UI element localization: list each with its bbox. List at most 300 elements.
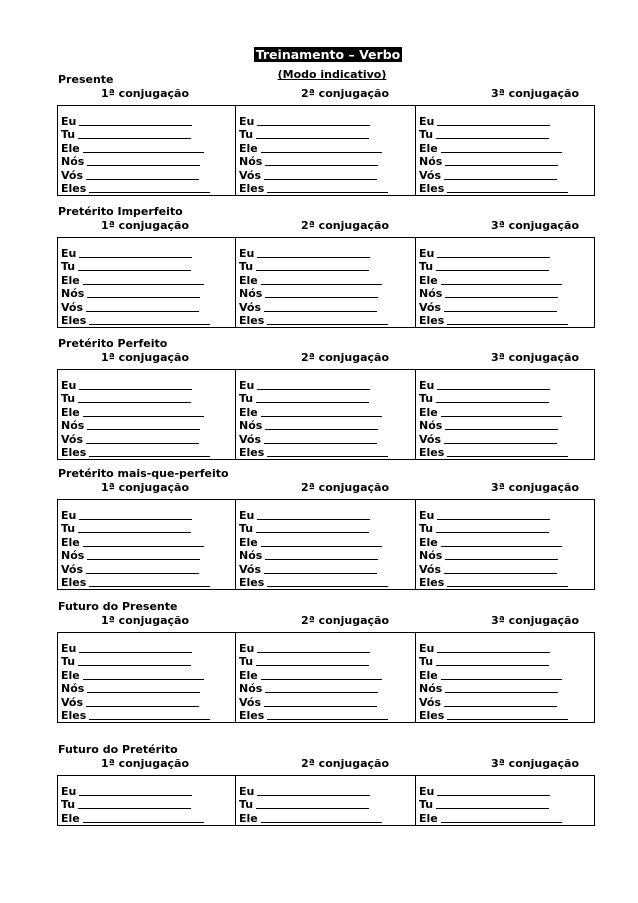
pronoun-label: Vós [419, 300, 442, 314]
answer-blank[interactable] [78, 655, 191, 666]
pronoun-label: Nós [61, 682, 85, 696]
pronoun-label: Eu [61, 509, 77, 522]
answer-blank[interactable] [257, 642, 370, 653]
answer-blank[interactable] [256, 522, 369, 533]
pronoun-label: Eu [419, 115, 435, 128]
pronoun-label: Eu [239, 115, 255, 128]
answer-blank[interactable] [264, 169, 377, 180]
pronoun-label: Eles [61, 709, 87, 723]
answer-blank[interactable] [79, 115, 192, 126]
pronoun-label: Eu [239, 247, 255, 260]
pronoun-label: Eu [419, 642, 435, 655]
answer-blank[interactable] [267, 709, 388, 720]
answer-blank[interactable] [261, 536, 382, 547]
pronoun-label: Vós [239, 432, 262, 446]
pronoun-line [61, 274, 235, 287]
pronoun-label: Eu [419, 785, 435, 798]
pronoun-line [419, 419, 592, 432]
answer-blank[interactable] [89, 182, 210, 193]
pronoun-line [61, 392, 235, 405]
pronoun-line [61, 314, 235, 327]
pronoun-label: Tu [61, 655, 76, 669]
pronoun-label: Nós [419, 419, 443, 433]
pronoun-label: Ele [239, 535, 258, 549]
conjugation-header: 2ª conjugação [301, 614, 389, 627]
pronoun-line [239, 669, 415, 682]
pronoun-line [419, 379, 592, 392]
answer-blank[interactable] [86, 696, 199, 707]
pronoun-line [419, 260, 592, 273]
pronoun-label: Nós [61, 287, 85, 301]
pronoun-label: Ele [61, 405, 80, 419]
answer-blank[interactable] [261, 669, 382, 680]
answer-blank[interactable] [83, 812, 204, 823]
conjugation-header: 2ª conjugação [301, 757, 389, 770]
conjugation-headers [57, 614, 595, 628]
pronoun-line [61, 142, 235, 155]
answer-blank[interactable] [87, 419, 200, 430]
pronoun-line [419, 798, 592, 811]
title-container [0, 44, 638, 63]
pronoun-line [61, 379, 235, 392]
answer-blank[interactable] [86, 169, 199, 180]
tense-title: Pretérito Imperfeito [58, 205, 183, 218]
pronoun-label: Ele [239, 141, 258, 155]
answer-blank[interactable] [257, 785, 370, 796]
answer-blank[interactable] [267, 446, 388, 457]
answer-blank[interactable] [78, 392, 191, 403]
pronoun-label: Tu [61, 798, 76, 812]
answer-blank[interactable] [444, 563, 557, 574]
answer-blank[interactable] [265, 419, 378, 430]
pronoun-line [419, 446, 592, 459]
pronoun-label: Eles [61, 182, 87, 196]
answer-blank[interactable] [79, 247, 192, 258]
pronoun-line [419, 655, 592, 668]
pronoun-label: Eles [239, 576, 265, 590]
answer-blank[interactable] [83, 669, 204, 680]
pronoun-label: Nós [239, 419, 263, 433]
answer-blank[interactable] [79, 785, 192, 796]
answer-blank[interactable] [437, 509, 550, 520]
conjugation-header: 1ª conjugação [101, 757, 189, 770]
pronoun-line [61, 642, 235, 655]
conjugation-box [57, 499, 595, 590]
answer-blank[interactable] [265, 287, 378, 298]
answer-blank[interactable] [437, 115, 550, 126]
pronoun-line [419, 247, 592, 260]
pronoun-label: Eles [239, 446, 265, 460]
pronoun-line [61, 709, 235, 722]
conjugation-header: 3ª conjugação [491, 351, 579, 364]
answer-blank[interactable] [264, 563, 377, 574]
pronoun-label: Ele [239, 811, 258, 825]
conjugation-column [416, 633, 592, 722]
conjugation-header: 3ª conjugação [491, 757, 579, 770]
tense-title: Pretérito mais-que-perfeito [58, 467, 229, 480]
pronoun-line [239, 696, 415, 709]
pronoun-line [61, 669, 235, 682]
pronoun-label: Vós [239, 168, 262, 182]
conjugation-header: 3ª conjugação [491, 481, 579, 494]
pronoun-label: Eles [239, 709, 265, 723]
answer-blank[interactable] [447, 709, 568, 720]
conjugation-column [58, 106, 236, 195]
answer-blank[interactable] [436, 798, 549, 809]
answer-blank[interactable] [256, 798, 369, 809]
pronoun-label: Nós [239, 287, 263, 301]
pronoun-line [239, 155, 415, 168]
pronoun-line [61, 169, 235, 182]
pronoun-line [239, 785, 415, 798]
pronoun-label: Tu [61, 260, 76, 274]
conjugation-header: 1ª conjugação [101, 87, 189, 100]
answer-blank[interactable] [441, 536, 562, 547]
pronoun-label: Vós [419, 432, 442, 446]
answer-blank[interactable] [257, 379, 370, 390]
pronoun-line [419, 785, 592, 798]
conjugation-header: 3ª conjugação [491, 614, 579, 627]
conjugation-column [58, 370, 236, 459]
answer-blank[interactable] [441, 669, 562, 680]
pronoun-label: Eu [61, 115, 77, 128]
pronoun-label: Eu [239, 509, 255, 522]
answer-blank[interactable] [87, 682, 200, 693]
pronoun-label: Eles [239, 314, 265, 328]
pronoun-label: Vós [239, 562, 262, 576]
pronoun-label: Tu [239, 522, 254, 536]
answer-blank[interactable] [437, 247, 550, 258]
answer-blank[interactable] [445, 549, 558, 560]
pronoun-label: Tu [61, 392, 76, 406]
pronoun-line [239, 642, 415, 655]
pronoun-line [239, 576, 415, 589]
conjugation-header: 3ª conjugação [491, 87, 579, 100]
tense-title: Presente [58, 73, 114, 86]
pronoun-line [239, 522, 415, 535]
answer-blank[interactable] [265, 549, 378, 560]
pronoun-label: Ele [419, 141, 438, 155]
pronoun-line [61, 446, 235, 459]
conjugation-column [236, 106, 416, 195]
answer-blank[interactable] [89, 314, 210, 325]
pronoun-line [61, 433, 235, 446]
answer-blank[interactable] [83, 142, 204, 153]
pronoun-label: Ele [419, 668, 438, 682]
pronoun-label: Tu [239, 655, 254, 669]
answer-blank[interactable] [441, 142, 562, 153]
pronoun-label: Ele [419, 273, 438, 287]
conjugation-headers [57, 481, 595, 495]
pronoun-line [239, 509, 415, 522]
answer-blank[interactable] [79, 509, 192, 520]
pronoun-line [61, 798, 235, 811]
pronoun-line [239, 287, 415, 300]
answer-blank[interactable] [83, 274, 204, 285]
answer-blank[interactable] [257, 509, 370, 520]
answer-blank[interactable] [437, 379, 550, 390]
conjugation-header: 3ª conjugação [491, 219, 579, 232]
pronoun-label: Tu [419, 798, 434, 812]
pronoun-label: Eles [419, 576, 445, 590]
pronoun-line [419, 536, 592, 549]
pronoun-line [419, 301, 592, 314]
pronoun-line [239, 549, 415, 562]
pronoun-line [61, 785, 235, 798]
pronoun-label: Tu [61, 128, 76, 142]
pronoun-line [61, 406, 235, 419]
pronoun-label: Eu [61, 247, 77, 260]
answer-blank[interactable] [444, 169, 557, 180]
pronoun-line [419, 433, 592, 446]
tense-title: Futuro do Presente [58, 600, 178, 613]
pronoun-line [61, 155, 235, 168]
answer-blank[interactable] [261, 274, 382, 285]
conjugation-column [58, 500, 236, 589]
answer-blank[interactable] [257, 115, 370, 126]
pronoun-line [419, 155, 592, 168]
pronoun-line [239, 314, 415, 327]
answer-blank[interactable] [436, 128, 549, 139]
pronoun-line [61, 115, 235, 128]
pronoun-label: Nós [239, 549, 263, 563]
pronoun-line [61, 563, 235, 576]
answer-blank[interactable] [441, 274, 562, 285]
pronoun-line [239, 182, 415, 195]
answer-blank[interactable] [256, 655, 369, 666]
conjugation-column [236, 776, 416, 825]
answer-blank[interactable] [86, 301, 199, 312]
pronoun-label: Nós [61, 549, 85, 563]
pronoun-line [61, 522, 235, 535]
answer-blank[interactable] [447, 314, 568, 325]
conjugation-column [58, 633, 236, 722]
pronoun-label: Tu [419, 128, 434, 142]
pronoun-label: Eles [419, 709, 445, 723]
conjugation-headers [57, 351, 595, 365]
pronoun-line [239, 536, 415, 549]
pronoun-line [61, 549, 235, 562]
answer-blank[interactable] [441, 406, 562, 417]
answer-blank[interactable] [445, 155, 558, 166]
pronoun-line [419, 812, 592, 825]
pronoun-label: Tu [419, 655, 434, 669]
answer-blank[interactable] [89, 576, 210, 587]
answer-blank[interactable] [83, 406, 204, 417]
pronoun-line [419, 115, 592, 128]
pronoun-line [239, 655, 415, 668]
pronoun-line [239, 798, 415, 811]
answer-blank[interactable] [441, 812, 562, 823]
pronoun-label: Ele [419, 811, 438, 825]
answer-blank[interactable] [444, 696, 557, 707]
answer-blank[interactable] [256, 260, 369, 271]
page-subtitle: (Modo indicativo) [277, 68, 387, 81]
pronoun-line [239, 301, 415, 314]
pronoun-label: Ele [239, 273, 258, 287]
answer-blank[interactable] [83, 536, 204, 547]
pronoun-label: Nós [239, 682, 263, 696]
pronoun-label: Vós [419, 168, 442, 182]
pronoun-label: Nós [61, 419, 85, 433]
answer-blank[interactable] [445, 419, 558, 430]
pronoun-label: Eles [419, 446, 445, 460]
answer-blank[interactable] [78, 260, 191, 271]
pronoun-line [61, 301, 235, 314]
pronoun-label: Ele [419, 405, 438, 419]
answer-blank[interactable] [87, 549, 200, 560]
answer-blank[interactable] [437, 785, 550, 796]
pronoun-line [239, 169, 415, 182]
conjugation-column [416, 238, 592, 327]
pronoun-label: Nós [419, 287, 443, 301]
answer-blank[interactable] [265, 155, 378, 166]
pronoun-label: Vós [61, 562, 84, 576]
pronoun-label: Eu [239, 785, 255, 798]
pronoun-line [239, 812, 415, 825]
answer-blank[interactable] [267, 314, 388, 325]
pronoun-label: Nós [419, 682, 443, 696]
conjugation-column [58, 776, 236, 825]
pronoun-label: Eles [419, 182, 445, 196]
pronoun-line [239, 379, 415, 392]
answer-blank[interactable] [86, 563, 199, 574]
pronoun-line [419, 142, 592, 155]
pronoun-line [61, 287, 235, 300]
answer-blank[interactable] [436, 522, 549, 533]
answer-blank[interactable] [87, 287, 200, 298]
pronoun-label: Ele [239, 405, 258, 419]
pronoun-line [419, 669, 592, 682]
pronoun-line [419, 563, 592, 576]
pronoun-line [239, 260, 415, 273]
answer-blank[interactable] [261, 406, 382, 417]
pronoun-line [419, 642, 592, 655]
answer-blank[interactable] [267, 182, 388, 193]
answer-blank[interactable] [447, 446, 568, 457]
answer-blank[interactable] [265, 682, 378, 693]
answer-blank[interactable] [436, 655, 549, 666]
answer-blank[interactable] [261, 142, 382, 153]
conjugation-header: 1ª conjugação [101, 351, 189, 364]
pronoun-line [239, 709, 415, 722]
pronoun-label: Ele [239, 668, 258, 682]
conjugation-headers [57, 757, 595, 771]
pronoun-line [419, 682, 592, 695]
pronoun-label: Tu [419, 392, 434, 406]
answer-blank[interactable] [445, 682, 558, 693]
tense-title: Futuro do Pretérito [58, 743, 178, 756]
pronoun-line [61, 682, 235, 695]
tense-title: Pretérito Perfeito [58, 337, 168, 350]
conjugation-header: 1ª conjugação [101, 614, 189, 627]
answer-blank[interactable] [264, 301, 377, 312]
pronoun-label: Eu [239, 379, 255, 392]
answer-blank[interactable] [256, 392, 369, 403]
answer-blank[interactable] [78, 522, 191, 533]
answer-blank[interactable] [447, 576, 568, 587]
conjugation-box [57, 632, 595, 723]
pronoun-label: Tu [239, 128, 254, 142]
pronoun-label: Vós [61, 695, 84, 709]
answer-blank[interactable] [264, 696, 377, 707]
pronoun-line [61, 128, 235, 141]
answer-blank[interactable] [267, 576, 388, 587]
answer-blank[interactable] [261, 812, 382, 823]
conjugation-box [57, 369, 595, 460]
answer-blank[interactable] [89, 709, 210, 720]
answer-blank[interactable] [444, 433, 557, 444]
conjugation-column [416, 776, 592, 825]
pronoun-label: Eu [61, 379, 77, 392]
pronoun-label: Vós [419, 695, 442, 709]
conjugation-box [57, 775, 595, 826]
pronoun-label: Tu [239, 260, 254, 274]
pronoun-label: Eu [61, 785, 77, 798]
pronoun-line [61, 419, 235, 432]
pronoun-line [419, 314, 592, 327]
answer-blank[interactable] [86, 433, 199, 444]
pronoun-label: Eles [61, 446, 87, 460]
conjugation-header: 1ª conjugação [101, 219, 189, 232]
answer-blank[interactable] [79, 379, 192, 390]
pronoun-label: Eu [61, 642, 77, 655]
pronoun-line [419, 274, 592, 287]
pronoun-label: Tu [61, 522, 76, 536]
answer-blank[interactable] [78, 798, 191, 809]
pronoun-label: Ele [61, 668, 80, 682]
conjugation-box [57, 237, 595, 328]
pronoun-label: Nós [419, 155, 443, 169]
pronoun-label: Eles [239, 182, 265, 196]
pronoun-label: Eles [419, 314, 445, 328]
pronoun-line [419, 576, 592, 589]
pronoun-line [239, 419, 415, 432]
answer-blank[interactable] [87, 155, 200, 166]
answer-blank[interactable] [444, 301, 557, 312]
answer-blank[interactable] [436, 260, 549, 271]
answer-blank[interactable] [437, 642, 550, 653]
answer-blank[interactable] [257, 247, 370, 258]
answer-blank[interactable] [445, 287, 558, 298]
pronoun-line [239, 446, 415, 459]
pronoun-line [239, 128, 415, 141]
pronoun-label: Ele [61, 141, 80, 155]
answer-blank[interactable] [447, 182, 568, 193]
pronoun-line [419, 182, 592, 195]
answer-blank[interactable] [78, 128, 191, 139]
conjugation-header: 1ª conjugação [101, 481, 189, 494]
pronoun-label: Vós [61, 168, 84, 182]
pronoun-line [419, 522, 592, 535]
pronoun-line [61, 182, 235, 195]
pronoun-line [419, 509, 592, 522]
pronoun-line [239, 563, 415, 576]
pronoun-label: Eles [61, 576, 87, 590]
pronoun-label: Tu [419, 522, 434, 536]
pronoun-line [61, 696, 235, 709]
pronoun-label: Tu [239, 798, 254, 812]
answer-blank[interactable] [79, 642, 192, 653]
pronoun-label: Ele [419, 535, 438, 549]
answer-blank[interactable] [89, 446, 210, 457]
answer-blank[interactable] [264, 433, 377, 444]
conjugation-column [236, 633, 416, 722]
conjugation-column [236, 500, 416, 589]
answer-blank[interactable] [256, 128, 369, 139]
pronoun-line [419, 169, 592, 182]
answer-blank[interactable] [436, 392, 549, 403]
